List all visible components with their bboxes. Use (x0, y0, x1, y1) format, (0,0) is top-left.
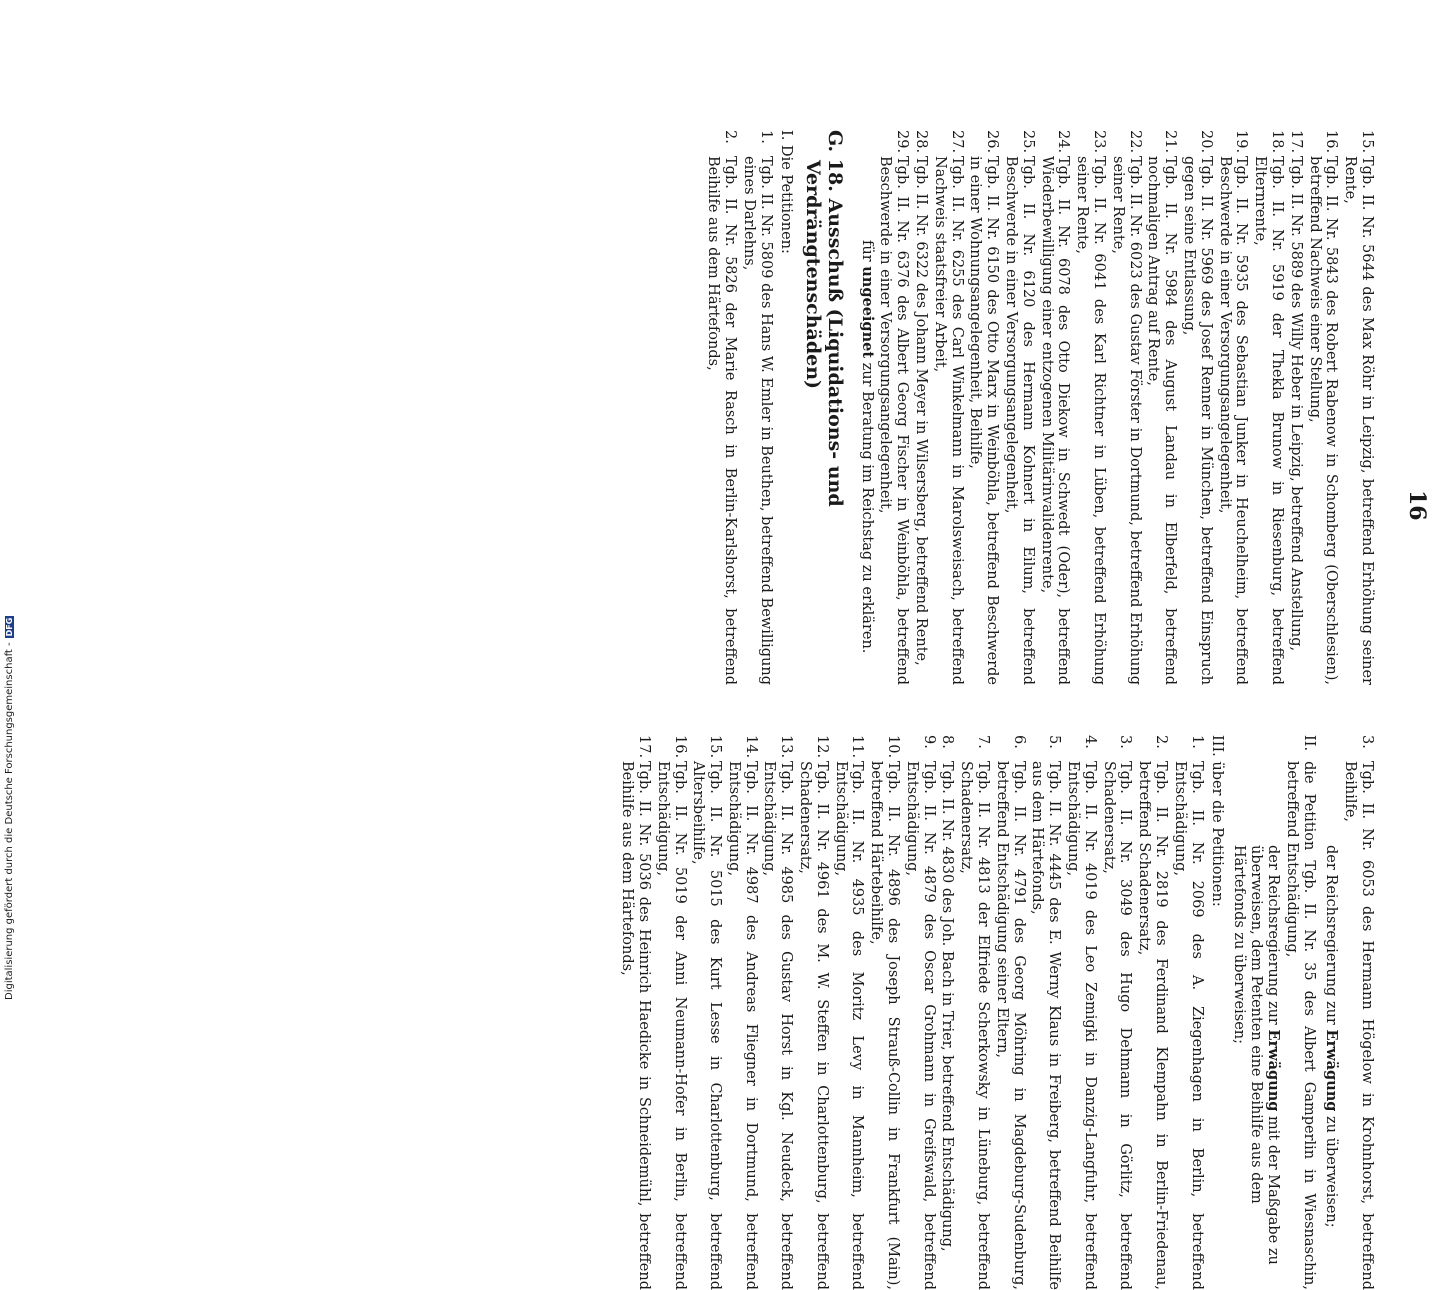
decision-text: mit der Maßgabe zu überweisen, dem Petenten eine Beihilfe aus dem Härtefonds zu überweisen; (1231, 845, 1282, 1265)
item-text: Tgb. II. Nr. 4830 des Joh. Bach in Trier, betreffend Entschädigung, (939, 761, 956, 1252)
petition-item (1306, 130, 1340, 685)
item-number: 8. (939, 735, 956, 749)
petition-item (705, 130, 739, 685)
item-number: 12. (813, 735, 830, 759)
decision-keyword: Erwägung (1323, 1029, 1341, 1112)
item-text: Tgb. II. Nr. 5826 der Marie Rasch in Berlin-Karlshorst, betreffend Beihilfe aus dem Härtefonds, (705, 156, 739, 685)
item-number: 3. (1117, 735, 1134, 749)
item-text: Tgb. II. Nr. 6023 des Gustav Förster in Dortmund, betreffend Erhöhung seiner Rente, (1109, 156, 1143, 685)
petition-item (1341, 735, 1375, 1290)
decision-consider (1323, 735, 1340, 1290)
item-number: 26. (984, 130, 1001, 154)
petition-item (1287, 130, 1304, 685)
item-text: Tgb. II. Nr. 6120 des Hermann Kohnert in Eilum, betreffend Beschwerde in einer Versorgungsangelegenheit, (1003, 156, 1036, 685)
item-text: Tgb. II. Nr. 6322 des Johann Meyer in Wilsersberg, betreffend Rente, (913, 156, 930, 666)
item-number: 19. (1233, 130, 1250, 154)
item-text: Tgb. II. Nr. 5644 des Max Röhr in Leipzig, betreffend Erhöhung seiner Rente, (1342, 156, 1375, 685)
petition-item (1100, 735, 1134, 1290)
petition-item (993, 735, 1027, 1290)
item-text: Tgb. II. Nr. 4985 des Gustav Horst in Kgl. Neudeck, betreffend Entschädigung, (761, 761, 795, 1290)
item-text: Tgb. II. Nr. 6150 des Otto Marx in Weinböhla, betreffend Beschwerde in einer Wohnungsangelegenheit, Beihilfe, (967, 156, 1001, 685)
item-text: Tgb. II. Nr. 5919 der Thekla Brunow in Riesenburg, betreffend Elternrente, (1252, 156, 1286, 685)
item-number: 25. (1019, 130, 1036, 154)
item-number: 16. (1323, 130, 1340, 154)
item-number: 20. (1197, 130, 1214, 154)
decision-text: der Reichsregierung zur (1323, 845, 1340, 1025)
item-text: Tgb. II. Nr. 3049 des Hugo Dehmann in Görlitz, betreffend Schadenersatz, (1100, 761, 1134, 1290)
decision-text: zur Beratung im Reichstag zu erklären. (858, 362, 875, 654)
item-number: 2. (1153, 735, 1170, 749)
petition-item (725, 735, 759, 1290)
decision-text: der Reichsregierung zur (1265, 845, 1282, 1025)
petition-item (1251, 130, 1285, 685)
item-text: Tgb. II. Nr. 5984 des August Landau in Elberfeld, betreffend nochmaligen Antrag auf Rente, (1145, 156, 1179, 685)
petition-item (1180, 130, 1214, 685)
subheading-iii: III. über die Petitionen: (1208, 735, 1225, 907)
petition-item (654, 735, 688, 1290)
petition-item (1029, 735, 1063, 1290)
item-number: 27. (948, 130, 965, 154)
petition-item (1064, 735, 1098, 1290)
item-number: 22. (1126, 130, 1143, 154)
item-text: Tgb. II. Nr. 4879 des Oscar Grohmann in Greifswald, betreffend Entschädigung, (903, 761, 937, 1290)
item-text: Tgb. II. Nr. 6053 des Hermann Högelow in Krohnhorst, betreffend Beihilfe, (1342, 761, 1375, 1290)
item-number: 29. (894, 130, 911, 154)
petition-item (618, 735, 652, 1290)
item-text: Tgb. II. Nr. 2819 des Ferdinand Klempahn in Berlin-Friedenau, betreffend Schadenersatz, (1136, 761, 1170, 1290)
funding-note-text: Digitalisierung gefördert durch die Deutsche Forschungsgemeinschaft - (4, 642, 15, 1000)
item-number: 1. (1188, 735, 1205, 749)
item-text: Tgb. II. Nr. 4019 des Leo Zemigki in Danzig-Langfuhr, betreffend Entschädigung, (1065, 761, 1098, 1290)
petition-item (1073, 130, 1107, 685)
item-number: 15. (1359, 130, 1375, 154)
item-text: Tgb. II. Nr. 6376 des Albert Georg Fischer in Weinböhla, betreffend Beschwerde in einer Versorgungsangelegenheit, (877, 156, 911, 685)
item-text: Tgb. II. Nr. 6255 des Carl Winkelmann in Marolsweisach, betreffend Nachweis staatsfreier Arbeit, (931, 156, 965, 685)
petition-item (1135, 735, 1169, 1290)
petition-item (967, 130, 1001, 685)
petition-item (740, 130, 774, 685)
item-number: 15. (707, 735, 724, 759)
item-number: 11. (849, 735, 866, 759)
decision-unsuitable (858, 130, 875, 685)
item-number: 14. (742, 735, 759, 759)
decision-text: zu überweisen; (1323, 1116, 1340, 1228)
item-text: Tgb. II. Nr. 4987 des Andreas Fliegner in Dortmund, betreffend Entschädigung, (725, 761, 759, 1290)
item-text: Tgb. II. Nr. 6041 des Karl Richtner in Lüben, betreffend Erhöhung seiner Rente, (1074, 156, 1108, 685)
petition-list-c (618, 735, 1204, 1290)
petition-item (832, 735, 866, 1290)
petition-item (957, 735, 991, 1290)
item-text: Tgb. II. Nr. 5889 des Willy Heber in Leipzig, betreffend Anstellung, (1287, 156, 1304, 652)
petition-item (1002, 130, 1036, 685)
subheading-ii: II. die Petition Tgb. II. Nr. 35 des Albert Gamperlin in Wiesnaschin, betreffend Entschädigung, (1283, 735, 1317, 1290)
item-number: 3. (1359, 735, 1375, 749)
petition-item (867, 735, 901, 1290)
petition-item (761, 735, 795, 1290)
item-text: Tgb. II. Nr. 5809 des Hans W. Emler in Beuthen, betreffend Bewilligung eines Darlehns, (741, 156, 774, 685)
item-text: Tgb. II. Nr. 6078 des Otto Diekow in Schwedt (Oder), betreffend Wiederbewilligung einer entzogenen Militärinvalidenrente, (1038, 156, 1072, 685)
item-text: Tgb. II. Nr. 2069 des A. Ziegenhagen in Berlin, betreffend Entschädigung, (1171, 761, 1205, 1290)
item-number: 2. (722, 130, 739, 144)
item-number: 10. (885, 735, 902, 759)
item-number: 1. (757, 130, 774, 144)
petition-item (690, 735, 724, 1290)
item-number: 23. (1091, 130, 1108, 154)
left-column (703, 130, 1375, 685)
petition-list-a (877, 130, 1375, 685)
subheading-i: I. Die Petitionen: (777, 130, 794, 254)
petition-item (796, 735, 830, 1290)
decision-keyword: ungeeignet (858, 266, 876, 359)
item-number: 9. (920, 735, 937, 749)
item-text: Tgb. II. Nr. 5969 des Josef Renner in München, betreffend Einspruch gegen seine Entlassung, (1181, 156, 1214, 685)
petition-item (1341, 130, 1375, 685)
rotated-page (115, 130, 1430, 1290)
item-text: Tgb. II. Nr. 4791 des Georg Möhring in Magdeburg-Sudenburg, betreffend Entschädigung seiner Eltern, (993, 761, 1027, 1290)
item-number: 24. (1055, 130, 1072, 154)
page-number: 16 (1404, 490, 1430, 521)
petition-item (1109, 130, 1143, 685)
petition-item (912, 130, 929, 685)
item-number: 4. (1081, 735, 1098, 749)
item-number: 6. (1010, 735, 1027, 749)
petition-item (931, 130, 965, 685)
section-heading: G. 18. Ausschuß (Liquidations- und Verdrängtenschäden) (801, 130, 846, 507)
decision-keyword: Erwägung (1265, 1029, 1283, 1112)
petition-item (1171, 735, 1205, 1290)
item-text: Tgb. II. Nr. 4813 der Elfriede Scherkowsky in Lüneburg, betreffend Schadenersatz, (958, 761, 992, 1290)
item-text: Tgb. II. Nr. 5015 des Kurt Lesse in Charlottenburg, betreffend Altersbeihilfe, (690, 761, 724, 1290)
dfg-logo: DFG (5, 617, 14, 637)
petition-list-b (705, 130, 774, 685)
petition-item (939, 735, 956, 1290)
item-text: Tgb. II. Nr. 5935 des Sebastian Junker in Heuchelheim, betreffend Beschwerde in einer Versorgungsangelegenheit, (1216, 156, 1250, 685)
item-number: 16. (671, 735, 688, 759)
right-column (616, 735, 1375, 1290)
item-number: 17. (1287, 130, 1304, 154)
digitization-note (4, 616, 15, 1000)
item-number: 5. (1046, 735, 1063, 749)
petition-item (1038, 130, 1072, 685)
petition-item (877, 130, 911, 685)
decision-consider-ii (1231, 735, 1281, 1290)
item-number: 28. (913, 130, 930, 154)
item-text: Tgb. II. Nr. 4445 des E. Werny Klaus in Freiberg, betreffend Beihilfe aus dem Härtefonds, (1029, 761, 1063, 1290)
item-number: 21. (1162, 130, 1179, 154)
item-text: Tgb. II. Nr. 5019 der Anni Neumann-Hofer in Berlin, betreffend Entschädigung, (654, 761, 688, 1290)
decision-text: für (858, 240, 875, 262)
item-number: 7. (975, 735, 992, 749)
item-text: Tgb. II. Nr. 4896 des Joseph Strauß-Collin in Frankfurt (Main), betreffend Härtebeihilfe, (868, 761, 902, 1290)
petition-item (1216, 130, 1250, 685)
item-number: 13. (778, 735, 795, 759)
item-text: Tgb. II. Nr. 5843 des Robert Rabenow in Schomberg (Oberschlesien), betreffend Nachweis einer Stellung, (1306, 156, 1340, 685)
item-number: 17. (635, 735, 652, 759)
item-text: Tgb. II. Nr. 5036 des Heinrich Haedicke in Schneidemühl, betreffend Beihilfe aus dem Härtefonds, (619, 761, 652, 1290)
item-text: Tgb. II. Nr. 4961 des M. W. Steffen in Charlottenburg, betreffend Schadenersatz, (797, 761, 830, 1290)
item-number: 18. (1269, 130, 1286, 154)
item-text: Tgb. II. Nr. 4935 des Moritz Levy in Mannheim, betreffend Entschädigung, (832, 761, 866, 1290)
petition-item (1145, 130, 1179, 685)
petition-item (903, 735, 937, 1290)
